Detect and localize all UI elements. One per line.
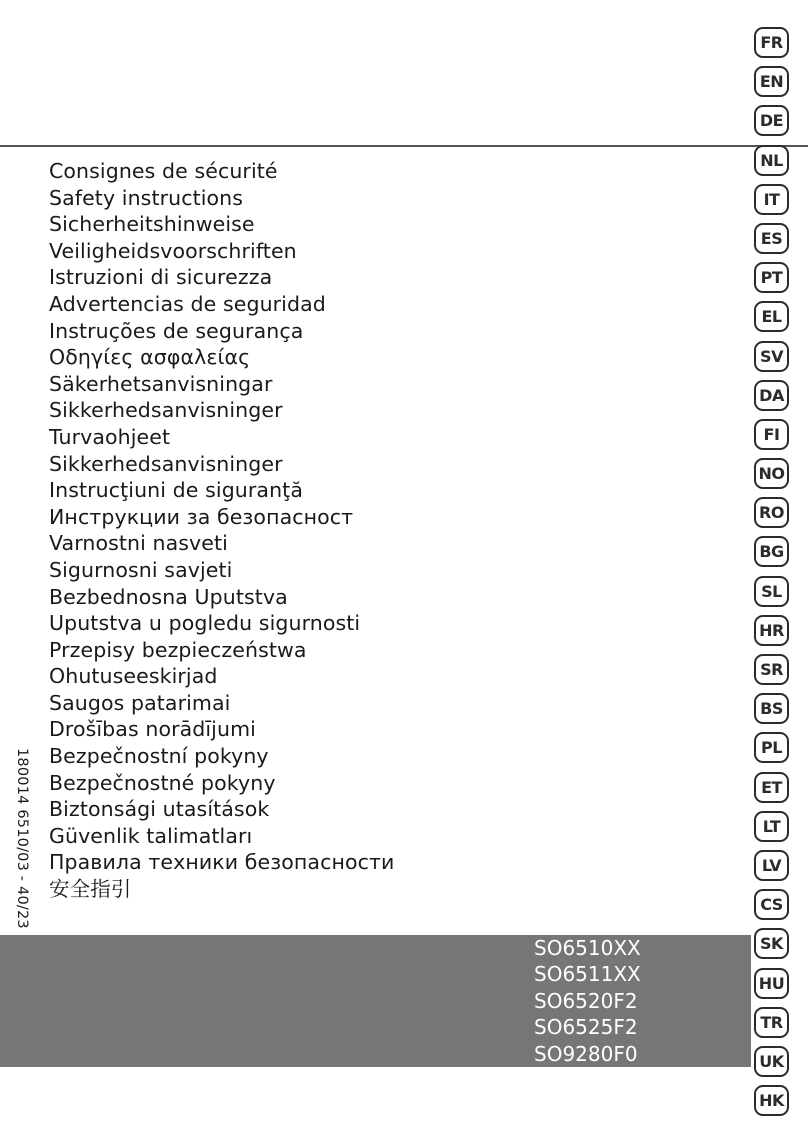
model-item: SO6510XX [534, 936, 641, 960]
lang-tab-hk[interactable]: HK [754, 1085, 789, 1116]
title-bs: Uputstva u pogledu sigurnosti [49, 611, 361, 636]
title-hk: 安全指引 [49, 877, 132, 902]
title-et: Ohutuseeskirjad [49, 664, 218, 689]
title-de: Sicherheitshinweise [49, 212, 255, 237]
title-lt: Saugos patarimai [49, 690, 231, 715]
lang-tab-nl[interactable]: NL [754, 145, 789, 176]
lang-tab-bg[interactable]: BG [754, 536, 789, 567]
title-uk: Правила техники безопасности [49, 850, 395, 875]
model-item: SO6520F2 [534, 988, 638, 1013]
model-item: SO9280F0 [534, 1041, 638, 1066]
title-no: Sikkerhedsanvisninger [49, 451, 283, 476]
lang-tab-et[interactable]: ET [754, 772, 789, 803]
title-en: Safety instructions [49, 185, 244, 210]
lang-tab-sr[interactable]: SR [754, 654, 789, 685]
language-tab-strip [754, 27, 790, 1124]
header-divider [0, 145, 808, 147]
title-bg: Инструкции за безопасност [49, 504, 354, 529]
title-pt: Instruções de segurança [49, 318, 304, 343]
title-sv: Säkerhetsanvisningar [49, 371, 273, 396]
lang-tab-de[interactable]: DE [754, 105, 789, 136]
lang-tab-uk[interactable]: UK [754, 1046, 789, 1077]
title-nl: Veiligheidsvoorschriften [49, 238, 297, 263]
model-item: SO6511XX [534, 962, 641, 987]
title-hr: Sigurnosni savjeti [49, 557, 233, 582]
title-el: Οδηγίες ασφαλείας [49, 345, 251, 370]
lang-tab-fi[interactable]: FI [754, 419, 789, 450]
lang-tab-pl[interactable]: PL [754, 732, 789, 763]
title-sl: Varnostni nasveti [49, 531, 228, 556]
document-number: 180014 6510/03 - 40/23 [14, 748, 30, 929]
lang-tab-bs[interactable]: BS [754, 693, 789, 724]
lang-tab-hu[interactable]: HU [754, 968, 789, 999]
title-it: Istruzioni di sicurezza [49, 265, 273, 290]
model-item: SO6525F2 [534, 1015, 638, 1040]
title-ro: Instrucţiuni de siguranţă [49, 478, 303, 503]
lang-tab-hr[interactable]: HR [754, 615, 789, 646]
safety-title-list [49, 158, 394, 903]
title-fr: Consignes de sécurité [49, 159, 278, 183]
title-cs: Bezpečnostní pokyny [49, 744, 269, 769]
lang-tab-tr[interactable]: TR [754, 1007, 789, 1038]
lang-tab-en[interactable]: EN [754, 66, 789, 97]
lang-tab-ro[interactable]: RO [754, 497, 789, 528]
title-sr: Bezbednosna Uputstva [49, 584, 288, 609]
lang-tab-sv[interactable]: SV [754, 341, 789, 372]
title-es: Advertencias de seguridad [49, 291, 326, 316]
lang-tab-sk[interactable]: SK [754, 928, 789, 959]
lang-tab-it[interactable]: IT [754, 184, 789, 215]
title-pl: Przepisy bezpieczeństwa [49, 637, 307, 662]
lang-tab-no[interactable]: NO [754, 458, 789, 489]
title-lv: Drošības norādījumi [49, 717, 256, 742]
model-list [534, 935, 641, 1067]
lang-tab-lt[interactable]: LT [754, 811, 789, 842]
lang-tab-da[interactable]: DA [754, 380, 789, 411]
title-sk: Bezpečnostné pokyny [49, 770, 276, 795]
lang-tab-cs[interactable]: CS [754, 889, 789, 920]
title-da: Sikkerhedsanvisninger [49, 398, 283, 423]
title-fi: Turvaohjeet [49, 424, 171, 449]
title-hu: Biztonsági utasítások [49, 797, 270, 822]
lang-tab-pt[interactable]: PT [754, 262, 789, 293]
title-tr: Güvenlik talimatları [49, 823, 253, 848]
lang-tab-sl[interactable]: SL [754, 576, 789, 607]
lang-tab-fr[interactable]: FR [754, 27, 789, 58]
lang-tab-lv[interactable]: LV [754, 850, 789, 881]
lang-tab-el[interactable]: EL [754, 301, 789, 332]
lang-tab-es[interactable]: ES [754, 223, 789, 254]
